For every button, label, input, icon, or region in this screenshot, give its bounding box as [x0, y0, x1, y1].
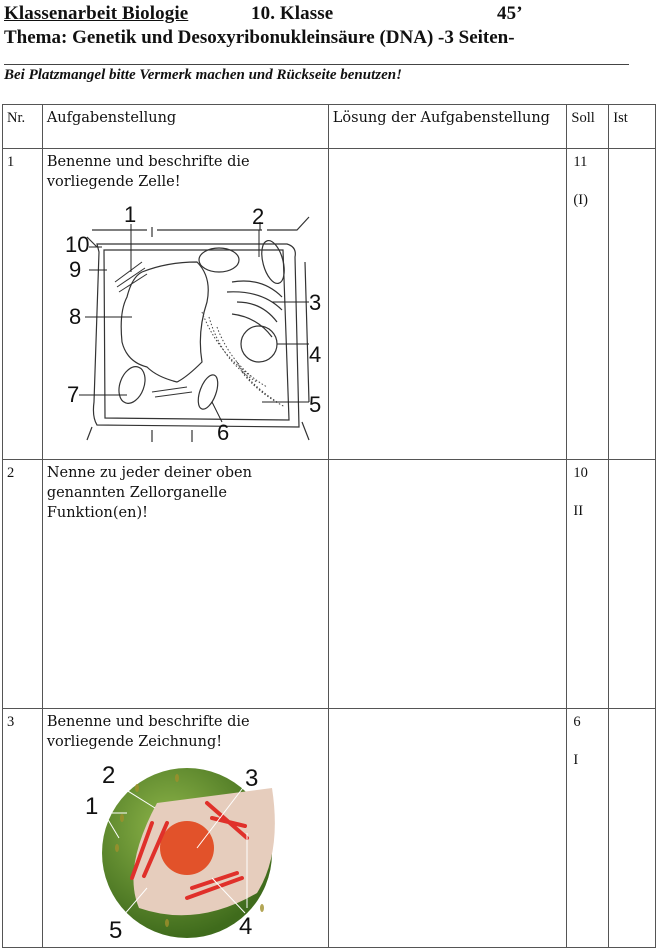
svg-text:3: 3 [308, 290, 322, 315]
table-header-row [3, 105, 656, 149]
solution-cell[interactable] [328, 149, 567, 460]
svg-text:10: 10 [64, 232, 90, 257]
col-header-ist: Ist [609, 105, 656, 149]
svg-text:5: 5 [308, 392, 322, 417]
points-soll [567, 460, 609, 709]
points-ist[interactable] [609, 149, 656, 460]
requirement-level: I [573, 752, 579, 768]
points-soll [567, 709, 609, 948]
svg-text:4: 4 [238, 913, 253, 938]
solution-cell[interactable] [328, 460, 567, 709]
points-ist[interactable] [609, 460, 656, 709]
soll-value: 10 [573, 465, 588, 481]
svg-text:9: 9 [68, 257, 82, 282]
svg-text:5: 5 [108, 917, 123, 938]
task-text: Nenne zu jeder deiner oben genannten Zellorganelle Funktion(en)! [42, 460, 328, 709]
table-row [3, 460, 656, 709]
task-number: 3 [3, 709, 43, 948]
exam-header [4, 3, 523, 25]
requirement-level: II [573, 503, 584, 519]
divider [4, 64, 629, 65]
topic-line: Thema: Genetik und Desoxyribonukleinsäure (DNA) -3 Seiten- [4, 27, 515, 48]
svg-text:2: 2 [101, 762, 116, 789]
soll-value: 11 [573, 154, 588, 170]
col-header-task: Aufgabenstellung [42, 105, 328, 149]
svg-text:1: 1 [84, 793, 99, 820]
table-row [3, 149, 656, 460]
col-header-soll: Soll [567, 105, 609, 149]
svg-text:8: 8 [68, 304, 82, 329]
cell-nucleus-cutaway [47, 758, 287, 938]
points-soll [567, 149, 609, 460]
requirement-level: (I) [573, 192, 588, 208]
svg-text:6: 6 [216, 420, 230, 442]
svg-text:7: 7 [66, 382, 80, 407]
task-cell [42, 149, 328, 460]
task-cell [42, 709, 328, 948]
duration-label: 45’ [497, 3, 523, 24]
table-row [3, 709, 656, 948]
solution-cell[interactable] [328, 709, 567, 948]
task-number: 1 [3, 149, 43, 460]
soll-value: 6 [573, 714, 581, 730]
points-ist[interactable] [609, 709, 656, 948]
label-2: 2 [251, 204, 265, 229]
col-header-solution: Lösung der Aufgabenstellung [328, 105, 567, 149]
col-header-nr: Nr. [3, 105, 43, 149]
label-1: 1 [123, 202, 137, 227]
space-note: Bei Platzmangel bitte Vermerk machen und Rückseite benutzen! [4, 67, 402, 83]
task-table [2, 104, 656, 948]
task-text: Benenne und beschrifte die vorliegende Zeichnung! [46, 714, 250, 750]
plant-cell-diagram [47, 202, 322, 442]
svg-text:3: 3 [244, 765, 259, 792]
task-number: 2 [3, 460, 43, 709]
exam-title: Klassenarbeit Biologie [4, 3, 189, 24]
task-text: Benenne und beschrifte die vorliegende Zelle! [46, 154, 250, 190]
grade-label: 10. Klasse [251, 3, 334, 24]
svg-text:4: 4 [308, 342, 322, 367]
